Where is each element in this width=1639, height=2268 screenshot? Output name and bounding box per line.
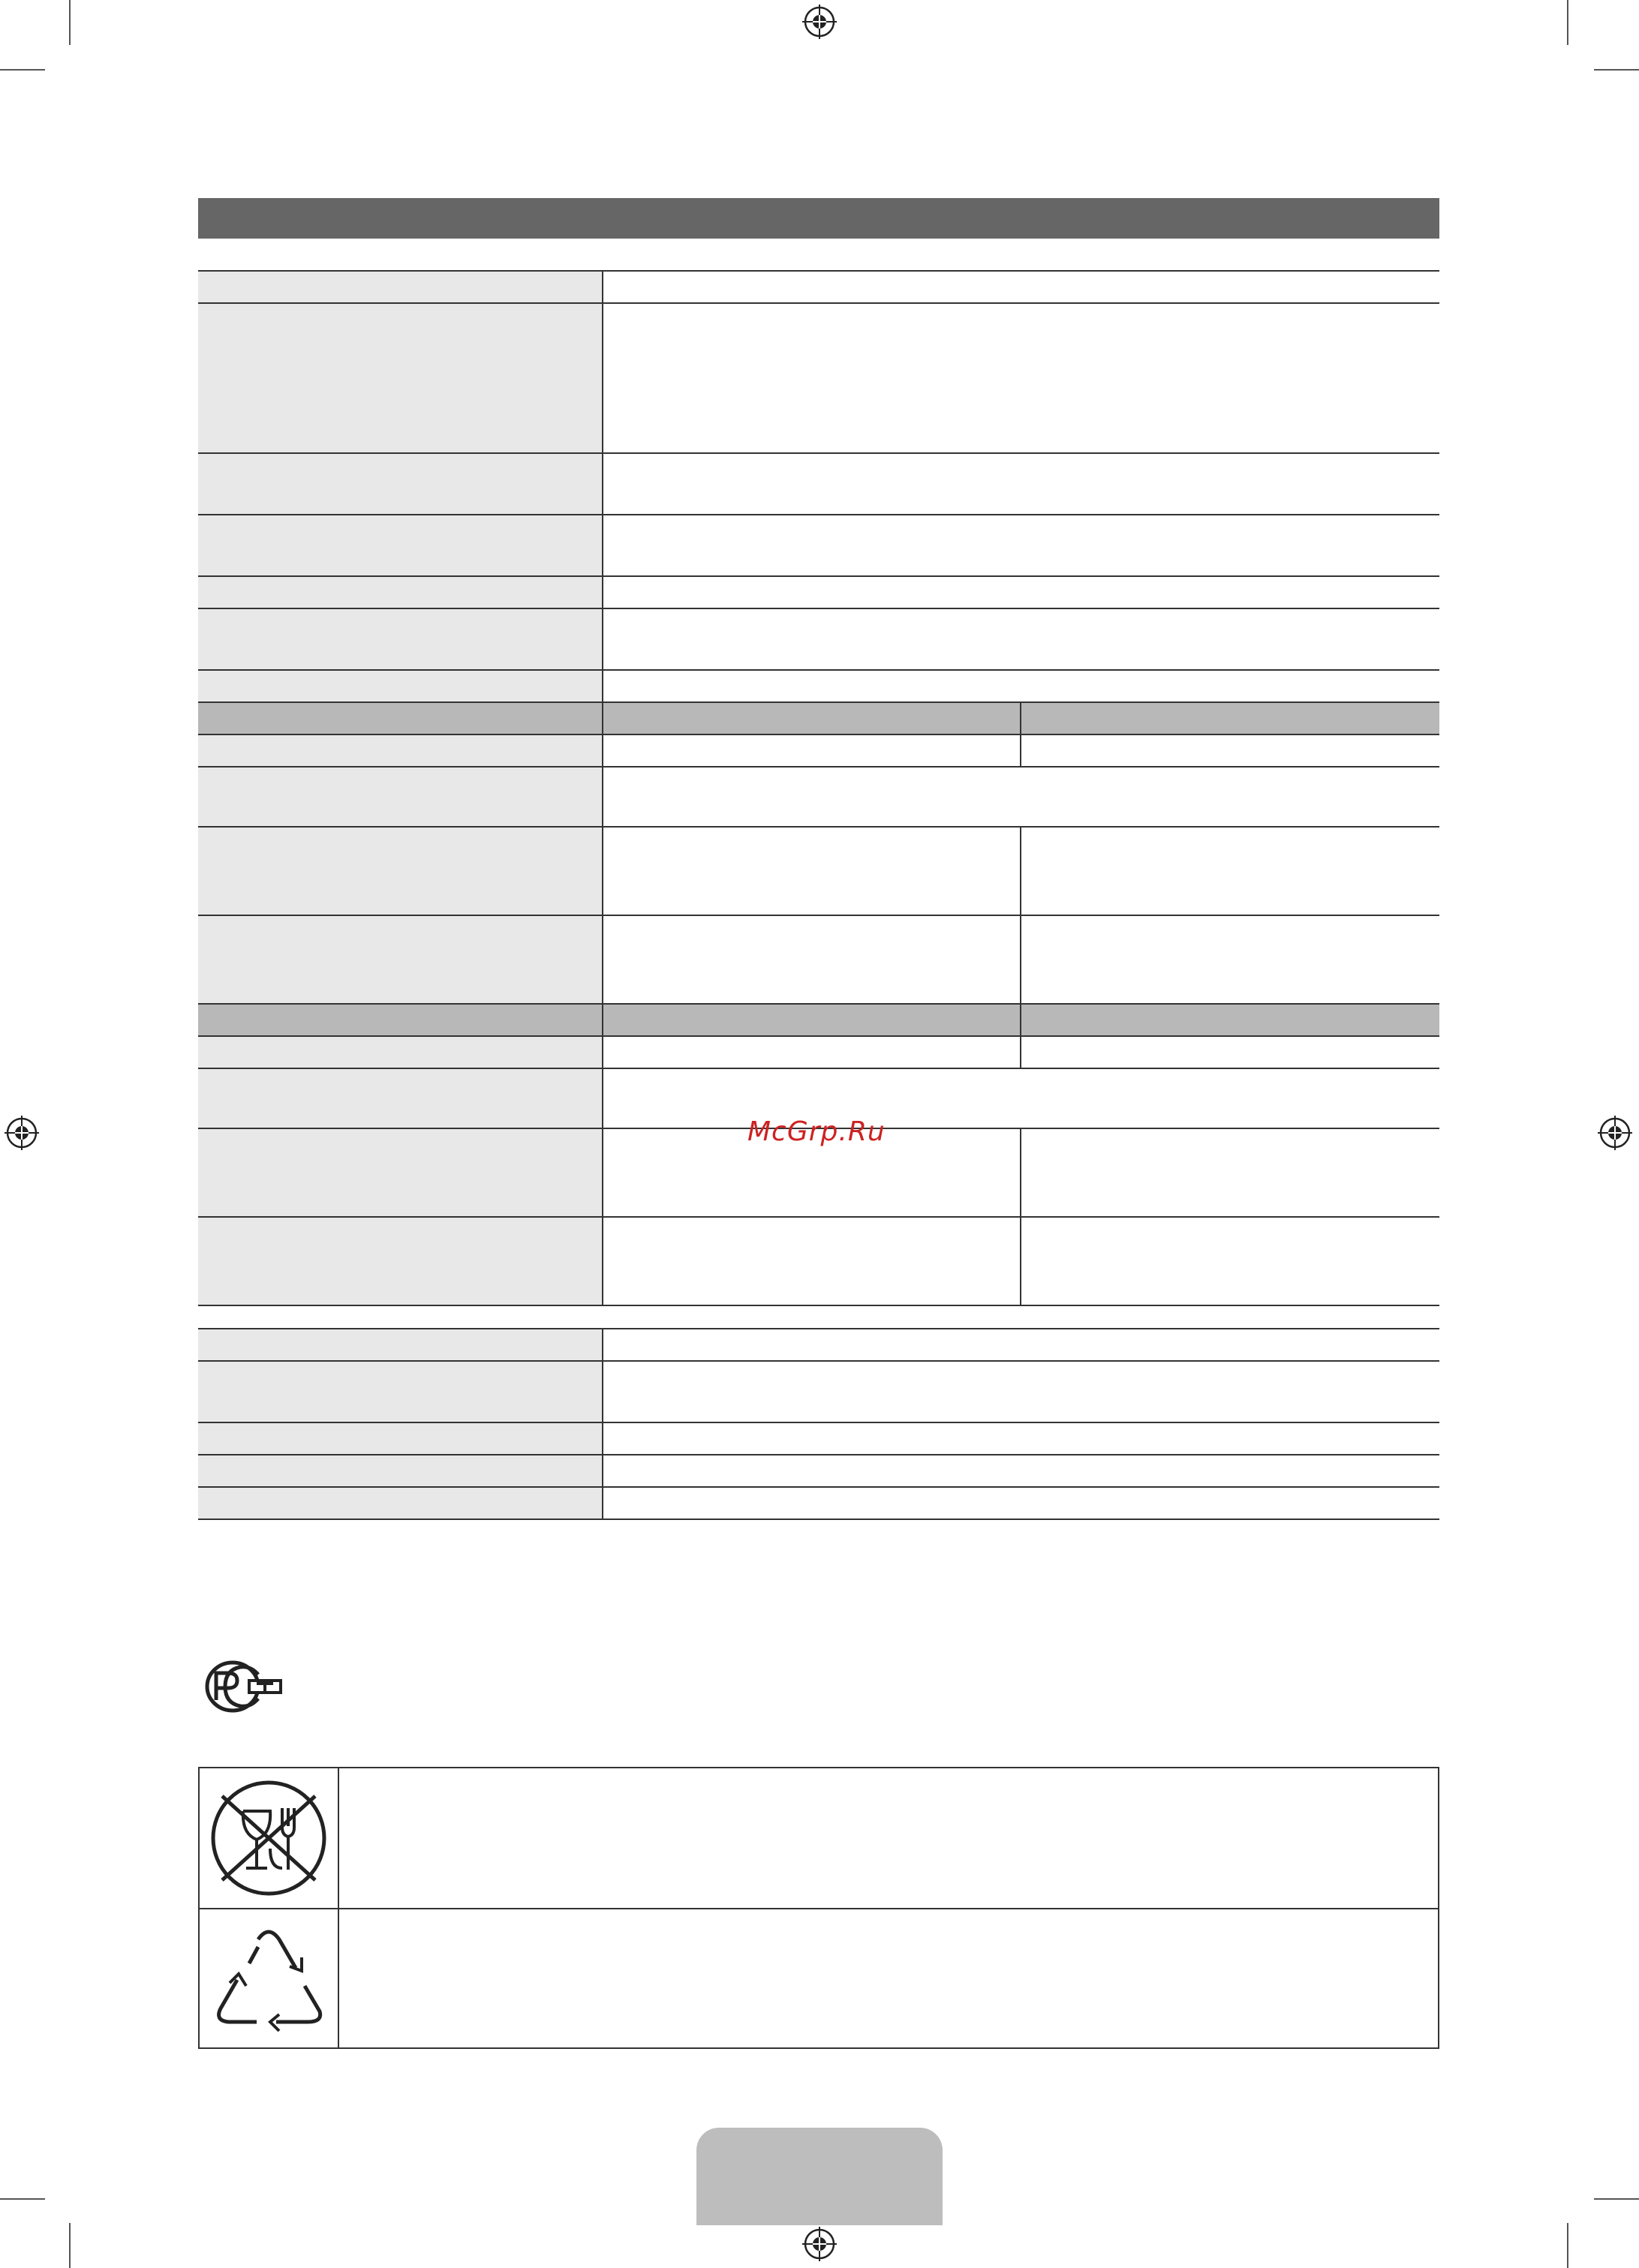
table-row: [198, 735, 1439, 768]
model-column-cell: [603, 1037, 1021, 1068]
row-label-cell: [198, 1037, 603, 1068]
icon-cell: [200, 1909, 339, 2047]
row-label-cell: [198, 768, 603, 826]
table-row: [198, 609, 1439, 671]
model-column-cell: [603, 735, 1021, 766]
model-column-cell: [603, 1218, 1021, 1305]
table-row: [198, 454, 1439, 515]
row-value-cell: [603, 609, 1439, 669]
row-value-cell: [603, 272, 1439, 302]
row-value-cell: [603, 1455, 1439, 1486]
model-column-cell: [1021, 735, 1439, 766]
crop-mark: [0, 2198, 45, 2200]
table-row: [198, 515, 1439, 577]
row-label-cell: [198, 1362, 603, 1422]
icon-cell: [200, 1768, 339, 1908]
row-value-cell: [603, 304, 1439, 452]
page-number-tab: [696, 2128, 943, 2225]
row-label-cell: [198, 272, 603, 302]
specifications-table: [198, 270, 1439, 1520]
table-row: [198, 768, 1439, 828]
crop-mark: [69, 2223, 71, 2268]
row-label-cell: [198, 1218, 603, 1305]
row-label-cell: [198, 304, 603, 452]
row-label-cell: [198, 1005, 603, 1035]
model-column-cell: [1021, 828, 1439, 915]
row-value-cell: [603, 454, 1439, 514]
table-row: [198, 1218, 1439, 1306]
row-label-cell: [198, 1069, 603, 1128]
table-row: [198, 1423, 1439, 1455]
model-column-cell: [603, 916, 1021, 1003]
watermark-text: McGrp.Ru: [747, 1116, 886, 1147]
row-value-cell: [603, 1423, 1439, 1454]
model-group-header-row: [198, 703, 1439, 735]
pct-certification-icon: [203, 1658, 285, 1715]
row-label-cell: [198, 671, 603, 701]
table-row: [198, 272, 1439, 304]
model-column-cell: [603, 1005, 1021, 1035]
model-column-cell: [1021, 1129, 1439, 1216]
model-column-cell: [1021, 1037, 1439, 1068]
row-value-cell: [603, 515, 1439, 575]
table-row: [200, 1908, 1438, 2047]
crop-mark: [0, 69, 45, 71]
row-label-cell: [198, 454, 603, 514]
table-row: [198, 671, 1439, 703]
row-value-cell: [603, 577, 1439, 608]
table-row: [198, 577, 1439, 609]
notice-text-cell: [339, 1768, 1438, 1908]
recycle-triangle-icon: [207, 1917, 330, 2040]
table-row: [198, 1329, 1439, 1362]
symbol-notice-table: [198, 1767, 1439, 2049]
crop-mark: [69, 0, 71, 45]
crop-mark: [1594, 2198, 1639, 2200]
crop-mark: [1594, 69, 1639, 71]
row-label-cell: [198, 828, 603, 915]
table-row: [198, 1362, 1439, 1423]
table-row: [198, 1037, 1439, 1069]
table-row: [200, 1768, 1438, 1908]
table-row: [198, 1455, 1439, 1488]
row-value-cell: [603, 1329, 1439, 1360]
row-value-cell: [603, 1362, 1439, 1422]
row-label-cell: [198, 1129, 603, 1216]
registration-mark-left-icon: [5, 1116, 39, 1150]
table-row: [198, 828, 1439, 916]
row-value-cell: [603, 671, 1439, 701]
model-column-cell: [1021, 1218, 1439, 1305]
model-column-cell: [1021, 916, 1439, 1003]
row-label-cell: [198, 916, 603, 1003]
row-value-cell: [603, 1488, 1439, 1519]
row-label-cell: [198, 1329, 603, 1360]
model-column-cell: [603, 828, 1021, 915]
model-column-cell: [1021, 1005, 1439, 1035]
table-row: [198, 1488, 1439, 1520]
row-label-cell: [198, 515, 603, 575]
row-label-cell: [198, 1455, 603, 1486]
row-label-cell: [198, 577, 603, 608]
crop-mark: [1567, 2223, 1568, 2268]
row-label-cell: [198, 1488, 603, 1519]
row-value-cell: [603, 1069, 1439, 1128]
row-value-cell: [603, 768, 1439, 826]
model-group-header-row: [198, 1005, 1439, 1037]
registration-mark-right-icon: [1598, 1116, 1632, 1150]
crop-mark: [1567, 0, 1568, 45]
no-food-contact-icon: [207, 1777, 330, 1900]
registration-mark-bottom-icon: [802, 2227, 837, 2261]
model-column-cell: [603, 703, 1021, 734]
registration-mark-top-icon: [802, 5, 837, 39]
row-label-cell: [198, 609, 603, 669]
section-header-bar: [198, 198, 1439, 239]
row-label-cell: [198, 703, 603, 734]
model-column-cell: [1021, 703, 1439, 734]
table-row: [198, 304, 1439, 454]
row-label-cell: [198, 735, 603, 766]
row-label-cell: [198, 1423, 603, 1454]
table-row: [198, 916, 1439, 1005]
notice-text-cell: [339, 1909, 1438, 2047]
table-section-gap: [198, 1306, 1439, 1329]
